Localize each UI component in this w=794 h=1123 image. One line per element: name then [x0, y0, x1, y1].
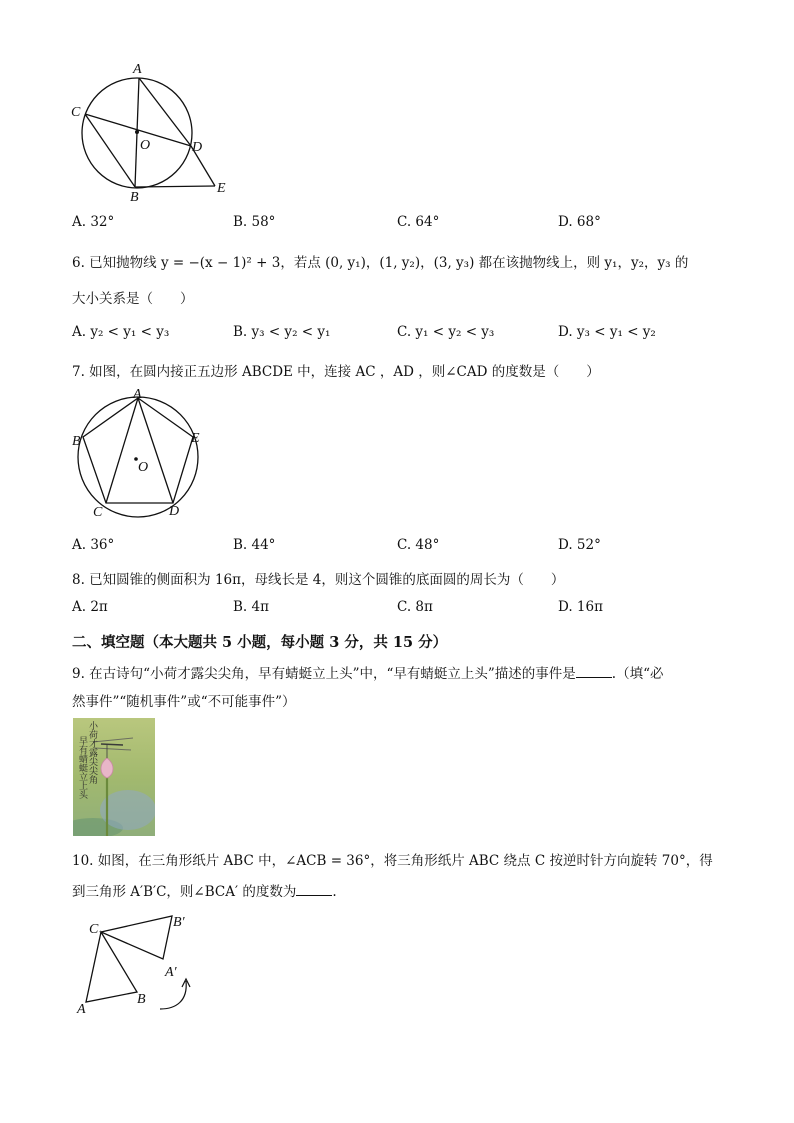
q7-option-c: C. 48° — [397, 537, 440, 553]
label-c: C — [71, 105, 81, 120]
diagonal-ad — [138, 398, 173, 503]
label-a: A — [77, 1002, 86, 1017]
q8-option-c: C. 8π — [397, 599, 433, 615]
diagonal-ac — [106, 398, 138, 503]
label-o: O — [138, 460, 149, 475]
q8-option-d: D. 16π — [558, 599, 603, 615]
pentagon-abcde — [83, 398, 193, 503]
figure-q10-rotation — [72, 905, 222, 1025]
q10-answer-blank — [296, 883, 332, 896]
chord-ad — [139, 78, 191, 146]
label-e: E — [217, 181, 226, 196]
label-c: C — [89, 922, 99, 937]
label-d: D — [192, 140, 203, 155]
q9-poem-column-1: 小荷才露尖尖角 — [87, 721, 97, 784]
q7-option-b: B. 44° — [233, 537, 276, 553]
label-a: A — [133, 62, 142, 77]
q10-stem-line2 — [72, 880, 337, 900]
label-a: A — [133, 388, 142, 402]
q6-option-b: B. y₃ < y₂ < y₁ — [233, 324, 331, 340]
center-dot — [135, 130, 139, 134]
triangle-abc — [86, 932, 137, 1002]
label-b: B — [137, 992, 146, 1007]
label-b: B — [130, 190, 139, 205]
q6-stem-line1: 6. 已知抛物线 y = −(x − 1)² + 3，若点 (0, y₁)，(1, y₂)，(3, y₃) 都在该抛物线上，则 y₁，y₂，y₃ 的 — [72, 255, 689, 271]
label-a-prime: A′ — [165, 965, 177, 980]
triangle-a2b2c — [101, 916, 172, 959]
q8-option-b: B. 4π — [233, 599, 269, 615]
q8-stem: 8. 已知圆锥的侧面积为 16π，母线长是 4，则这个圆锥的底面圆的周长为（ ） — [72, 572, 565, 588]
chord-cb — [85, 114, 135, 187]
q6-option-c: C. y₁ < y₂ < y₃ — [397, 324, 495, 340]
q9-stem-part2: .（填“必 — [611, 666, 664, 682]
q9-stem-part1: 9. 在古诗句“小荷才露尖尖角，早有蜻蜓立上头”中，“早有蜻蜓立上头”描述的事件是 — [72, 666, 576, 682]
q5-option-b: B. 58° — [233, 214, 276, 230]
dragonfly-body — [101, 744, 123, 745]
q5-option-c: C. 64° — [397, 214, 440, 230]
q6-option-a: A. y₂ < y₁ < y₃ — [72, 324, 170, 340]
q9-stem-line2: 然事件”“随机事件”或“不可能事件”） — [72, 694, 296, 710]
q10-stem-part1: 到三角形 A′B′C，则∠BCA′ 的度数为 — [72, 884, 297, 900]
q7-option-d: D. 52° — [558, 537, 601, 553]
label-e: E — [191, 431, 200, 446]
figure-q7-pentagon — [62, 388, 222, 528]
q7-stem: 7. 如图，在圆内接正五边形 ABCDE 中，连接 AC ，AD ，则∠CAD 的度数是（ ） — [72, 364, 600, 380]
q10-stem-part2: . — [332, 884, 337, 900]
tangent-be — [135, 186, 215, 187]
q10-stem-line1: 10. 如图，在三角形纸片 ABC 中，∠ACB = 36°，将三角形纸片 ABC 绕点 C 按逆时针方向旋转 70°，得 — [72, 853, 713, 869]
q6-stem-line2: 大小关系是（ ） — [72, 291, 194, 307]
q5-option-a: A. 32° — [72, 214, 115, 230]
figure-q5-circle — [60, 55, 250, 205]
q9-answer-blank — [576, 665, 612, 678]
q7-option-a: A. 36° — [72, 537, 115, 553]
section-heading-fill-in: 二、填空题（本大题共 5 小题，每小题 3 分，共 15 分） — [72, 634, 448, 651]
label-c: C — [93, 505, 103, 520]
q6-option-d: D. y₃ < y₁ < y₂ — [558, 324, 656, 340]
q5-option-d: D. 68° — [558, 214, 601, 230]
label-d: D — [169, 504, 180, 519]
q8-option-a: A. 2π — [72, 599, 108, 615]
label-o: O — [140, 138, 151, 153]
water-blue-tint — [100, 790, 155, 830]
q9-poem-column-2: 早有蜻蜓立上头 — [77, 736, 87, 799]
label-b: B — [72, 434, 81, 449]
circle-o — [78, 397, 198, 517]
label-b-prime: B′ — [173, 915, 185, 930]
q9-stem-line1 — [72, 662, 663, 682]
